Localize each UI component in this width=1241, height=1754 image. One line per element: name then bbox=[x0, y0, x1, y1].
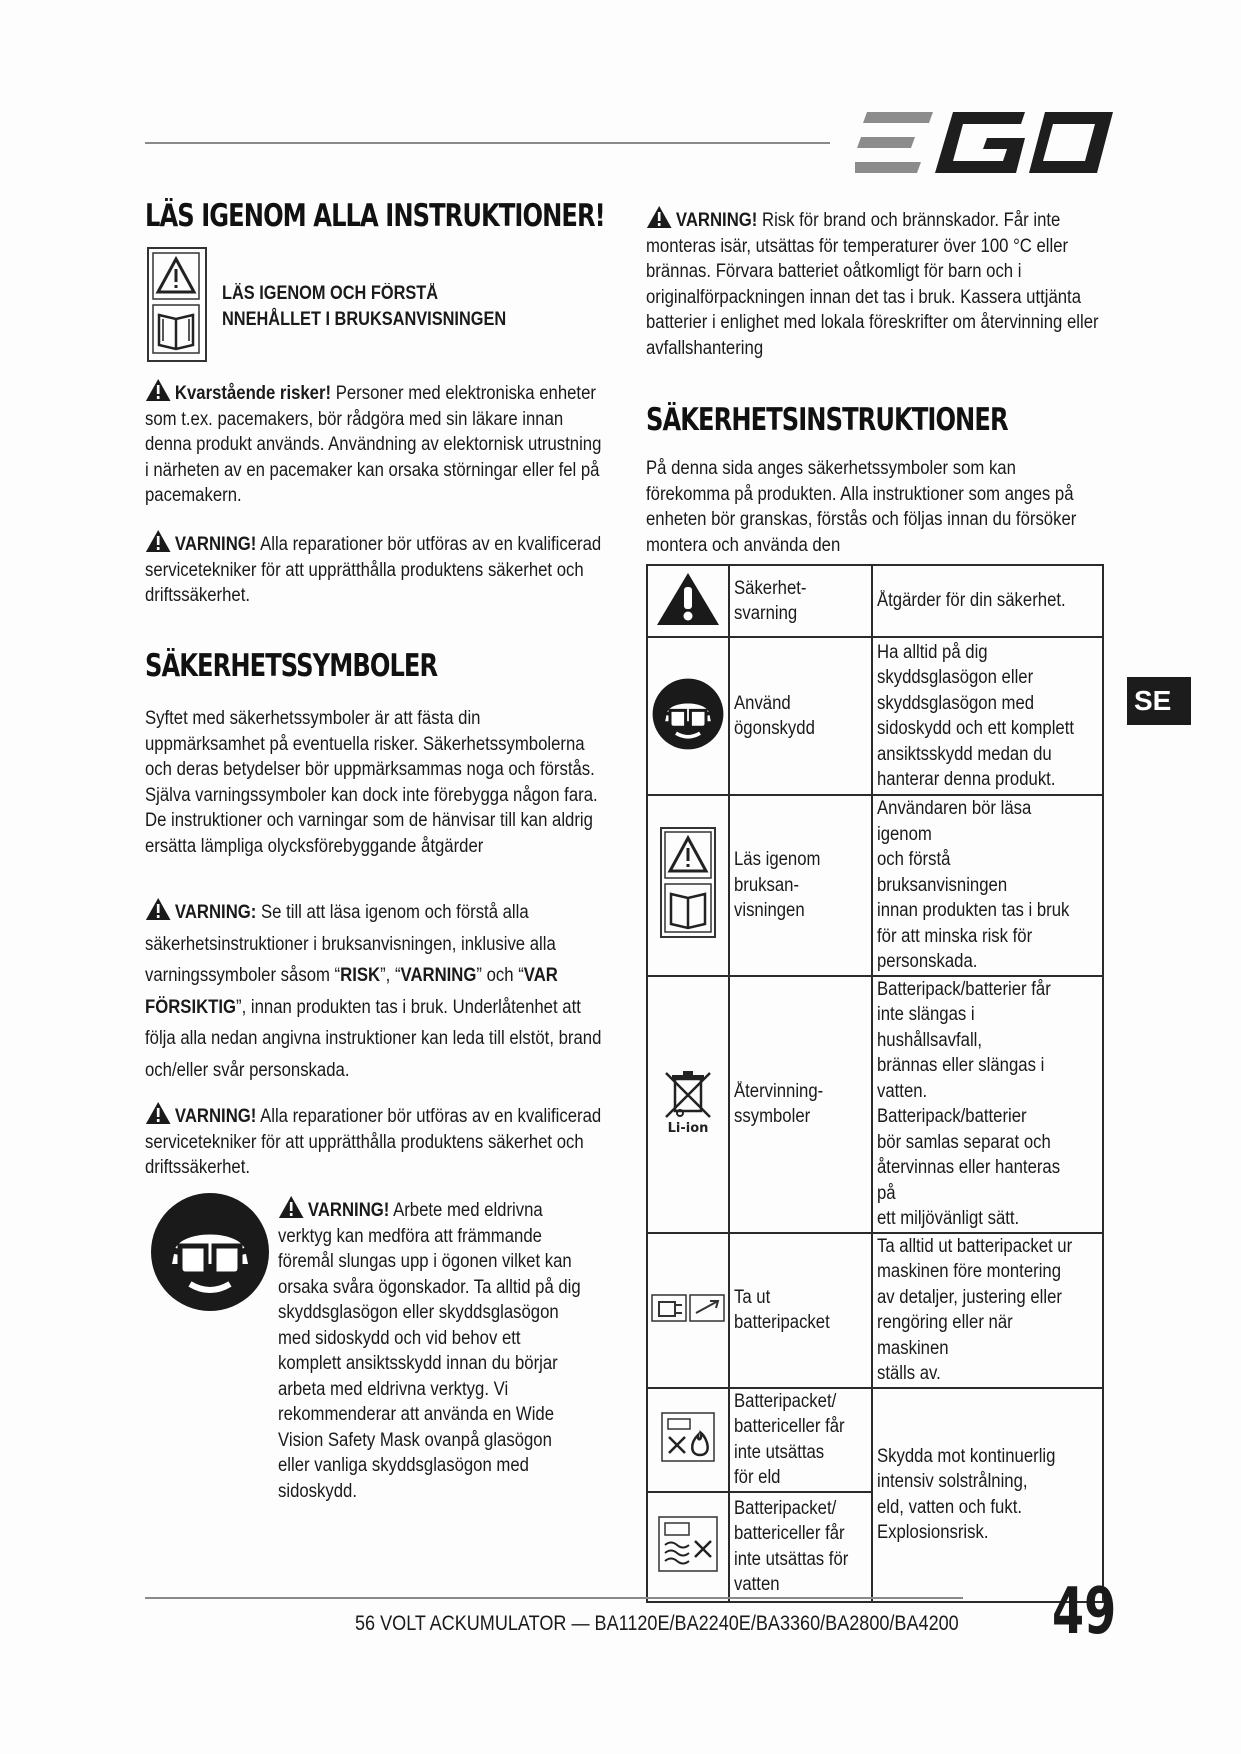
symbol-name: Läs igenom bruksan- visningen bbox=[734, 849, 821, 921]
symbol-desc: Åtgärder för din säkerhet. bbox=[877, 590, 1066, 612]
warning-label: VARNING: bbox=[174, 902, 257, 923]
symbols-paragraph: Syftet med säkerhetssymboler är att fästa din uppmärksamhet på eventuella risker. Säkerhetssymbolerna och deras betydelser bör uppmärksammas noga och förstås. Själva varningssymboler kan dock inte förebygga någon fara. De instruktioner och varningar som de hänvisar till kan aldrig ersätta lämpliga olycksförebyggande åtgärder bbox=[145, 708, 598, 857]
symbol-name-cell bbox=[729, 1233, 872, 1388]
warning-icon bbox=[646, 205, 672, 229]
warning-icon bbox=[145, 897, 171, 921]
warning-text: Se till att läsa igenom och förstå alla säkerhetsinstruktioner i bruksanvisningen, inklusive alla varningssymboler såsom “ bbox=[145, 902, 556, 986]
symbol-cell bbox=[647, 976, 729, 1233]
table-row bbox=[647, 976, 1103, 1233]
no-fire-icon bbox=[660, 1411, 716, 1463]
symbol-name: Ta ut batteripacket bbox=[734, 1286, 830, 1333]
symbol-name-cell bbox=[729, 795, 872, 976]
remove-battery-icon bbox=[650, 1291, 726, 1325]
symbol-desc: Skydda mot kontinuerlig intensiv solstrålning, eld, vatten och fukt. Explosionsrisk. bbox=[877, 1445, 1056, 1543]
warning-fire-burns bbox=[646, 205, 1104, 361]
risk-term: RISK bbox=[340, 965, 381, 986]
warning-text: Alla reparationer bör utföras av en kvalificerad servicetekniker för att upprätthålla produktens säkerhet och driftssäkerhet. bbox=[145, 534, 602, 606]
table-row bbox=[647, 1233, 1103, 1388]
warning-icon bbox=[145, 378, 171, 402]
symbol-cell bbox=[647, 637, 729, 795]
read-manual-icon bbox=[149, 249, 205, 360]
heading-safety-symbols: SÄKERHETSSYMBOLER bbox=[145, 648, 438, 684]
symbol-name: Batteripacket/ battericeller får inte utsättas för vatten bbox=[734, 1497, 849, 1595]
page-number: 49 bbox=[1052, 1575, 1117, 1649]
residual-text: Personer med elektroniska enheter som t.ex. pacemakers, bör rådgöra med sin läkare innan denna produkt används. Användning av elektornisk utrustning i närheten av en pacemaker kan orsaka störningar eller fel på pacemakern. bbox=[145, 383, 602, 506]
warning-label: VARNING! bbox=[174, 534, 257, 555]
warning-label: VARNING! bbox=[307, 1200, 390, 1221]
read-box-line-2: NNEHÅLLET I BRUKSANVISNINGEN bbox=[222, 309, 507, 330]
table-row bbox=[647, 1388, 1103, 1492]
symbol-desc: Batteripack/batterier får inte slängas i hushållsavfall, brännas eller slängas i vatten. Batteripack/batterier bör samlas separat och återvinnas eller hanteras på ett miljövänligt sätt. bbox=[877, 978, 1061, 1229]
symbol-desc: Ha alltid på dig skyddsglasögon eller skyddsglasögon med sidoskydd och ett komplett ansiktsskydd medan du hanterar denna produkt. bbox=[877, 641, 1075, 790]
warning-triangle-icon bbox=[653, 569, 723, 629]
symbol-name-cell bbox=[729, 1492, 872, 1602]
symbol-desc-cell bbox=[872, 795, 1103, 976]
table-row bbox=[647, 565, 1103, 637]
var-forsiktig-term: VAR FÖRSIKTIG bbox=[145, 965, 558, 1018]
symbol-name-cell bbox=[729, 637, 872, 795]
symbol-desc-cell bbox=[872, 1233, 1103, 1388]
symbol-cell bbox=[647, 1233, 729, 1388]
symbol-name: Batteripacket/ battericeller får inte utsättas för eld bbox=[734, 1390, 845, 1488]
symbol-desc-cell bbox=[872, 565, 1103, 637]
symbol-cell bbox=[647, 1388, 729, 1492]
symbol-desc-cell bbox=[872, 1388, 1103, 1602]
symbol-name-cell bbox=[729, 565, 872, 637]
table-row bbox=[647, 637, 1103, 795]
residual-risks-paragraph bbox=[145, 378, 603, 509]
read-manual-icon bbox=[660, 827, 716, 938]
warning-text: Risk för brand och brännskador. Får inte monteras isär, utsättas för temperaturer över 100 °C eller brännas. Förvara batteriet oåtkomligt för barn och i originalförpackningen innan det tas i bruk. Kassera uttjänta batterier i enlighet med lokala föreskrifter om återvinning eller avfallshantering bbox=[646, 210, 1099, 359]
warning-text: Alla reparationer bör utföras av en kvalificerad servicetekniker för att upprätthålla produktens säkerhet och driftssäkerhet. bbox=[145, 1106, 602, 1178]
warning-icon bbox=[145, 1101, 171, 1125]
symbol-desc-cell bbox=[872, 976, 1103, 1233]
symbol-cell bbox=[647, 565, 729, 637]
warning-label: VARNING! bbox=[174, 1106, 257, 1127]
symbol-name-cell bbox=[729, 1388, 872, 1492]
table-row bbox=[647, 795, 1103, 976]
recycle-bin-icon bbox=[658, 1069, 718, 1135]
warning-read-all bbox=[145, 897, 603, 1086]
symbol-cell bbox=[647, 795, 729, 976]
heading-safety-instructions: SÄKERHETSINSTRUKTIONER bbox=[646, 402, 1008, 438]
residual-label: Kvarstående risker! bbox=[174, 383, 332, 404]
heading-read-instructions: LÄS IGENOM ALLA INSTRUKTIONER! bbox=[145, 198, 605, 234]
ego-logo bbox=[855, 112, 1115, 174]
footer-text: 56 VOLT ACKUMULATOR — BA1120E/BA2240E/BA3360/BA2800/BA4200 bbox=[355, 1612, 959, 1635]
symbol-desc: Ta alltid ut batteripacket ur maskinen före montering av detaljer, justering eller rengöring eller när maskinen ställs av. bbox=[877, 1235, 1073, 1384]
symbol-desc: Användaren bör läsa igenom och förstå bruksanvisningen innan produkten tas i bruk för att minska risk för personskada. bbox=[877, 798, 1070, 972]
li-ion-label: Li-ion bbox=[667, 1120, 709, 1135]
warning-icon bbox=[278, 1195, 304, 1219]
warning-repairs-1 bbox=[145, 529, 603, 609]
symbol-name: Återvinning- ssymboler bbox=[734, 1080, 824, 1127]
no-water-icon bbox=[657, 1515, 719, 1573]
symbol-name-cell bbox=[729, 976, 872, 1233]
warning-repairs-2 bbox=[145, 1101, 603, 1181]
symbol-desc-cell bbox=[872, 637, 1103, 795]
symbol-name: Använd ögonskydd bbox=[734, 692, 815, 739]
text-fragment: ”, innan produkten tas i bruk. Underlåtenhet att följa alla nedan angivna instruktioner kan leda till elstöt, brand och/eller svår personskada. bbox=[145, 996, 602, 1081]
eye-protection-icon bbox=[150, 1192, 270, 1312]
text-fragment: ” och “ bbox=[476, 965, 524, 986]
text-fragment: ”, “ bbox=[380, 965, 401, 986]
symbol-cell bbox=[647, 1492, 729, 1602]
header-rule bbox=[145, 142, 830, 144]
read-box-line-1: LÄS IGENOM OCH FÖRSTÅ bbox=[222, 283, 439, 304]
warning-icon bbox=[145, 529, 171, 553]
varning-term: VARNING bbox=[400, 965, 477, 986]
language-tab: SE bbox=[1127, 677, 1191, 725]
warning-label: VARNING! bbox=[675, 210, 758, 231]
footer-rule bbox=[145, 1597, 963, 1599]
warning-text: Arbete med eldrivna verktyg kan medföra att främmande föremål slungas upp i ögonen vilket kan orsaka svåra ögonskador. Ta alltid på dig skyddsglasögon eller skyddsglasögon med sidoskydd och vid behov ett komplett ansiktsskydd innan du börjar arbeta med eldrivna verktyg. Vi rekommenderar att använda en Wide Vision Safety Mask ovanpå glasögon eller vanliga skyddsglasögon med sidoskydd. bbox=[278, 1200, 581, 1502]
warning-eye-protection bbox=[278, 1195, 582, 1504]
instructions-paragraph: På denna sida anges säkerhetssymboler som kan förekomma på produkten. Alla instruktioner som anges på enheten bör granskas, förstås och följas innan du försöker montera och använda den bbox=[646, 458, 1077, 556]
read-manual-box bbox=[147, 247, 207, 362]
symbol-name: Säkerhet- svarning bbox=[734, 577, 807, 624]
goggles-icon bbox=[652, 678, 724, 750]
safety-symbols-table bbox=[646, 564, 1104, 1603]
